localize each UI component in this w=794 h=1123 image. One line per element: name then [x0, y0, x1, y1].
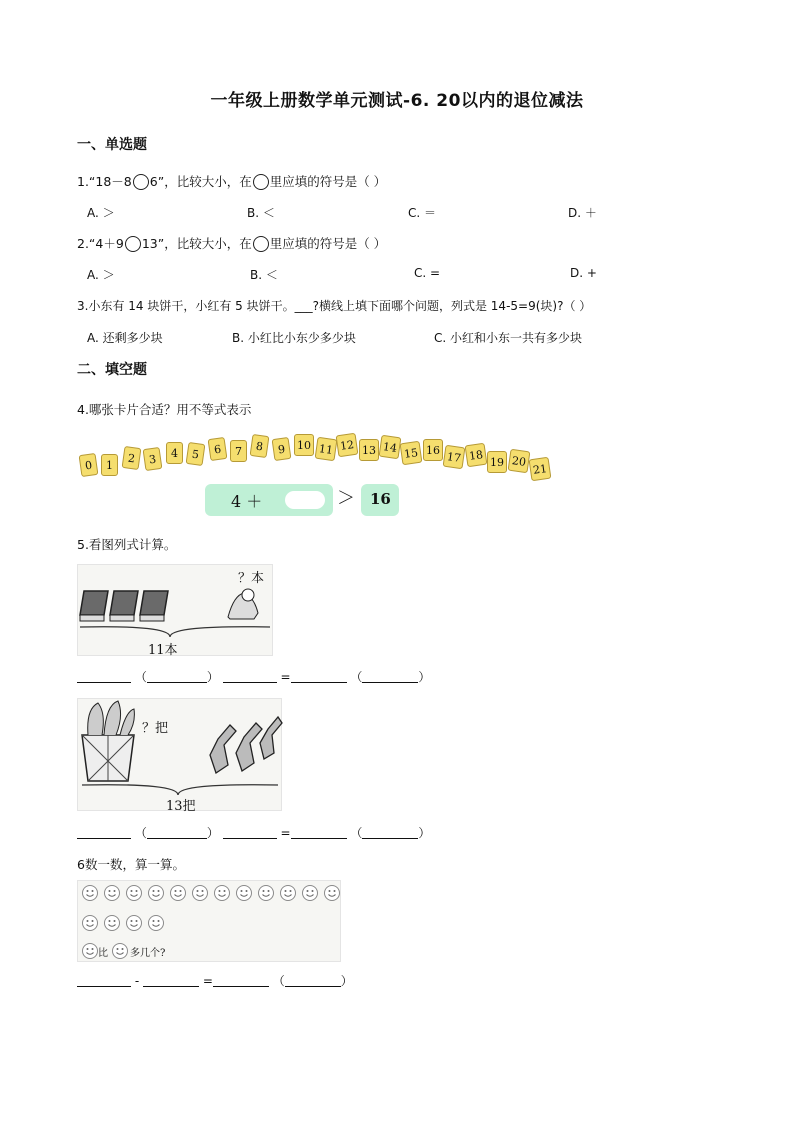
books-question-label: ？本 [238, 571, 265, 586]
minus-sign: - [134, 974, 140, 988]
smiley-compare-more: 多几个? [130, 948, 166, 959]
answer-blank[interactable] [362, 826, 418, 839]
blank-circle [125, 236, 141, 252]
number-card-3[interactable]: 3 [143, 447, 163, 471]
q2-option-b[interactable]: B. ＜ [250, 268, 278, 282]
question-4: 4.哪张卡片合适？用不等式表示 [77, 402, 252, 417]
question-1-suffix: 里应填的符号是（ ） [269, 174, 387, 189]
smiley-face-icon [126, 915, 142, 931]
number-card-strip [80, 428, 550, 490]
number-card-21[interactable]: 21 [529, 457, 552, 482]
number-card-8[interactable]: 8 [250, 434, 270, 458]
smiley-compare-bi: 比 [98, 948, 108, 959]
spoons-figure [77, 698, 282, 814]
number-card-11[interactable]: 11 [315, 437, 338, 462]
smiley-face-icon [148, 915, 164, 931]
question-6: 6数一数，算一算。 [77, 857, 185, 872]
number-card-7[interactable]: 7 [230, 440, 247, 462]
answer-blank[interactable] [77, 974, 131, 987]
number-card-10[interactable]: 10 [294, 434, 314, 456]
answer-blank[interactable] [291, 826, 347, 839]
blank-circle [133, 174, 149, 190]
number-card-9[interactable]: 9 [272, 437, 292, 461]
q2-option-c[interactable]: C. = [414, 266, 441, 280]
answer-blank[interactable] [213, 974, 269, 987]
q1-option-c[interactable]: C. ＝ [408, 206, 437, 220]
q3-option-b[interactable]: B. 小红比小东少多少块 [232, 331, 356, 345]
equals-sign: = [280, 670, 291, 684]
number-card-19[interactable]: 19 [487, 451, 507, 473]
spoons-total-label: 13把 [166, 799, 196, 814]
paren-close: ） [418, 826, 431, 840]
answer-row-1 [77, 668, 430, 685]
paren-close: ） [418, 670, 431, 684]
question-1 [77, 172, 386, 190]
blank-circle [253, 174, 269, 190]
answer-blank[interactable] [77, 670, 131, 683]
greater-than-sign: ＞ [337, 488, 355, 509]
number-card-1[interactable]: 1 [101, 454, 118, 476]
equation-right-box [361, 484, 399, 516]
smiley-face-icon [324, 885, 340, 901]
number-card-0[interactable]: 0 [79, 453, 99, 477]
paren-open: （ [134, 670, 147, 684]
number-card-12[interactable]: 12 [336, 433, 359, 458]
number-card-15[interactable]: 15 [400, 441, 423, 466]
smiley-face-icon [82, 915, 98, 931]
question-5: 5.看图列式计算。 [77, 537, 177, 552]
smiley-face-icon [258, 885, 274, 901]
books-total-label: 11本 [148, 643, 178, 658]
question-2 [77, 234, 386, 252]
books-figure [77, 564, 273, 656]
number-card-18[interactable]: 18 [465, 443, 488, 468]
smiley-face-icon [148, 885, 164, 901]
number-card-17[interactable]: 17 [443, 445, 466, 470]
equals-sign: = [280, 826, 291, 840]
number-card-20[interactable]: 20 [508, 449, 531, 474]
smiley-figure [77, 880, 341, 962]
q1-option-b[interactable]: B. ＜ [247, 206, 275, 220]
q3-option-c[interactable]: C. 小红和小东一共有多少块 [434, 331, 583, 345]
equation-left-box [205, 484, 333, 516]
smiley-face-icon [104, 915, 120, 931]
question-1-prefix: 1.“18－8 [77, 174, 132, 189]
paren-close: ） [340, 974, 353, 988]
answer-row-3 [77, 972, 353, 989]
q1-option-a[interactable]: A. ＞ [87, 206, 115, 220]
page-title: 一年级上册数学单元测试-6. 20以内的退位减法 [210, 91, 584, 111]
paren-open: （ [272, 974, 285, 988]
answer-blank[interactable] [143, 974, 199, 987]
number-card-13[interactable]: 13 [359, 439, 379, 461]
answer-blank[interactable] [291, 670, 347, 683]
answer-blank[interactable] [77, 826, 131, 839]
q2-option-d[interactable]: D. + [570, 266, 597, 280]
section-heading-single-choice: 一、单选题 [77, 137, 147, 153]
answer-blank[interactable] [285, 974, 341, 987]
number-card-14[interactable]: 14 [379, 435, 402, 460]
answer-blank[interactable] [362, 670, 418, 683]
paren-open: （ [350, 670, 363, 684]
answer-blank[interactable] [223, 670, 277, 683]
paren-close: ） [206, 670, 219, 684]
answer-card-slot[interactable] [285, 491, 325, 509]
answer-blank[interactable] [147, 826, 207, 839]
number-card-2[interactable]: 2 [122, 446, 142, 470]
spoons-question-label: ？把 [142, 721, 169, 736]
paren-open: （ [134, 826, 147, 840]
smiley-face-icon [82, 885, 98, 901]
number-card-5[interactable]: 5 [186, 442, 206, 466]
equation-left-text: 4 ＋ [231, 492, 263, 511]
smiley-face-icon [214, 885, 230, 901]
q1-option-d[interactable]: D. ＋ [568, 206, 597, 220]
number-card-4[interactable]: 4 [166, 442, 183, 464]
q2-option-a[interactable]: A. ＞ [87, 268, 115, 282]
smiley-face-icon [280, 885, 296, 901]
blank-circle [253, 236, 269, 252]
smiley-face-icon [170, 885, 186, 901]
paren-open: （ [350, 826, 363, 840]
number-card-6[interactable]: 6 [208, 437, 228, 461]
question-2-prefix: 2.“4＋9 [77, 236, 124, 251]
smiley-face-icon [104, 885, 120, 901]
equals-sign: = [202, 974, 213, 988]
answer-blank[interactable] [147, 670, 207, 683]
smiley-face-icon [236, 885, 252, 901]
smiley-face-icon [82, 943, 98, 959]
equation-right-text: 16 [370, 490, 391, 508]
question-1-mid: 6”，比较大小，在 [149, 174, 252, 189]
question-2-suffix: 里应填的符号是（ ） [269, 236, 387, 251]
question-3: 3.小东有 14 块饼干，小红有 5 块饼干。___?横线上填下面哪个问题，列式是 14-5=9(块)?（ ） [77, 299, 592, 313]
number-card-16[interactable]: 16 [423, 439, 443, 461]
smiley-face-icon [302, 885, 318, 901]
smiley-face-icon [126, 885, 142, 901]
smiley-face-icon [112, 943, 128, 959]
smiley-face-icon [192, 885, 208, 901]
question-2-mid: 13”，比较大小，在 [141, 236, 252, 251]
paren-close: ） [206, 826, 219, 840]
answer-blank[interactable] [223, 826, 277, 839]
answer-row-2 [77, 824, 430, 841]
q3-option-a[interactable]: A. 还剩多少块 [87, 331, 163, 345]
section-heading-fill-in: 二、填空题 [77, 362, 147, 378]
